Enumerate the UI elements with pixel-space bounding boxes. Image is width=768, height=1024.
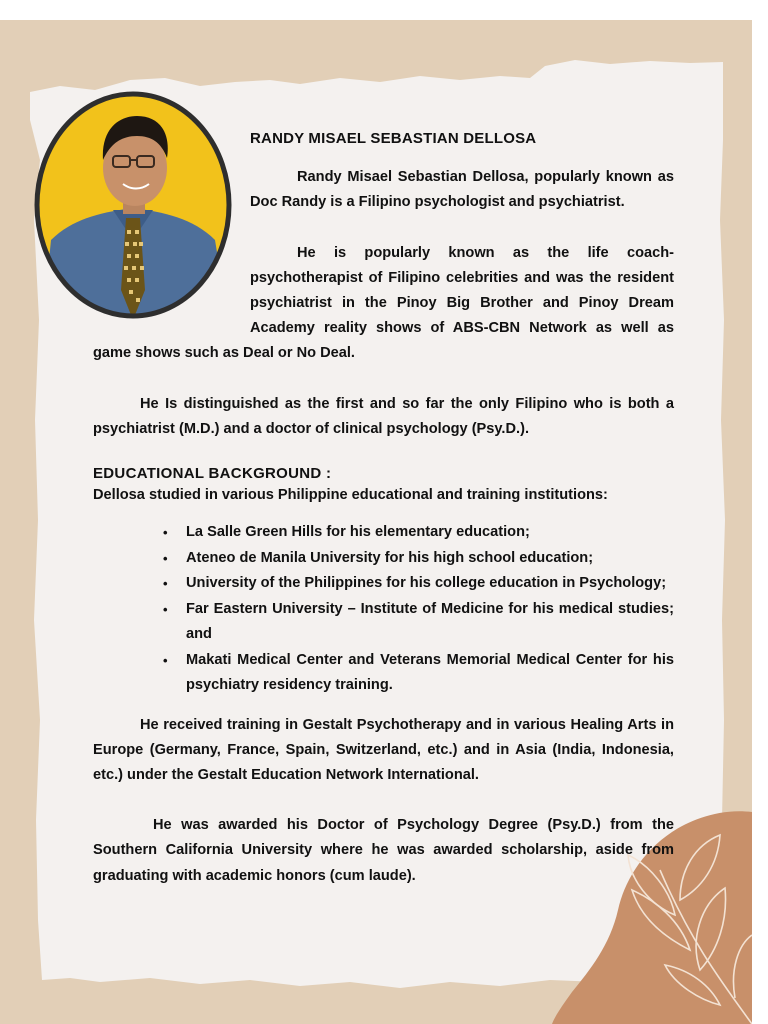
bullet-icon: • xyxy=(163,550,168,566)
bullet-icon: • xyxy=(163,601,168,617)
portrait-wrap-space xyxy=(93,126,250,328)
list-item xyxy=(163,597,674,648)
bio-paragraph-2: He is popularly known as the life coach-psychotherapist of Filipino celebrities and was the resident psychiatrist in the Pinoy Big Brother and Pinoy Dream Academy reality shows of ABS-CBN Network as well as game shows such as Deal or No Deal. xyxy=(93,244,674,362)
bullet-icon: • xyxy=(163,576,168,592)
list-item xyxy=(163,520,674,546)
list-item-text: La Salle Green Hills for his elementary education; xyxy=(186,524,530,541)
training-paragraph: He received training in Gestalt Psychotherapy and in various Healing Arts in Europe (Germany, France, Spain, Switzerland, etc.) and in Asia (India, Indonesia, etc.) under the Gestalt Education Network International. xyxy=(93,716,674,783)
education-list xyxy=(93,520,674,699)
biography-content xyxy=(93,126,674,889)
bio-paragraph-3: He Is distinguished as the first and so far the only Filipino who is both a psychiatrist (M.D.) and a doctor of clinical psychology (Psy.D.). xyxy=(93,395,674,437)
bio-paragraph-1: Randy Misael Sebastian Dellosa, popularly known as Doc Randy is a Filipino psychologist and psychiatrist. xyxy=(250,169,674,211)
list-item xyxy=(163,546,674,572)
bullet-icon: • xyxy=(163,525,168,541)
list-item-text: Far Eastern University – Institute of Medicine for his medical studies; and xyxy=(186,600,674,643)
list-item xyxy=(163,571,674,597)
document-page xyxy=(0,20,752,1024)
education-intro: Dellosa studied in various Philippine educational and training institutions: xyxy=(93,487,608,504)
page-title: RANDY MISAEL SEBASTIAN DELLOSA xyxy=(250,130,537,147)
education-heading: EDUCATIONAL BACKGROUND : xyxy=(93,465,332,483)
bullet-icon: • xyxy=(163,652,168,668)
list-item-text: Makati Medical Center and Veterans Memorial Medical Center for his psychiatry residency training. xyxy=(186,651,674,694)
list-item xyxy=(163,648,674,699)
list-item-text: University of the Philippines for his college education in Psychology; xyxy=(186,575,667,592)
degree-paragraph: He was awarded his Doctor of Psychology Degree (Psy.D.) from the Southern California University where he was awarded scholarship, aside from graduating with academic honors (cum laude). xyxy=(93,817,674,884)
list-item-text: Ateneo de Manila University for his high school education; xyxy=(186,549,594,566)
